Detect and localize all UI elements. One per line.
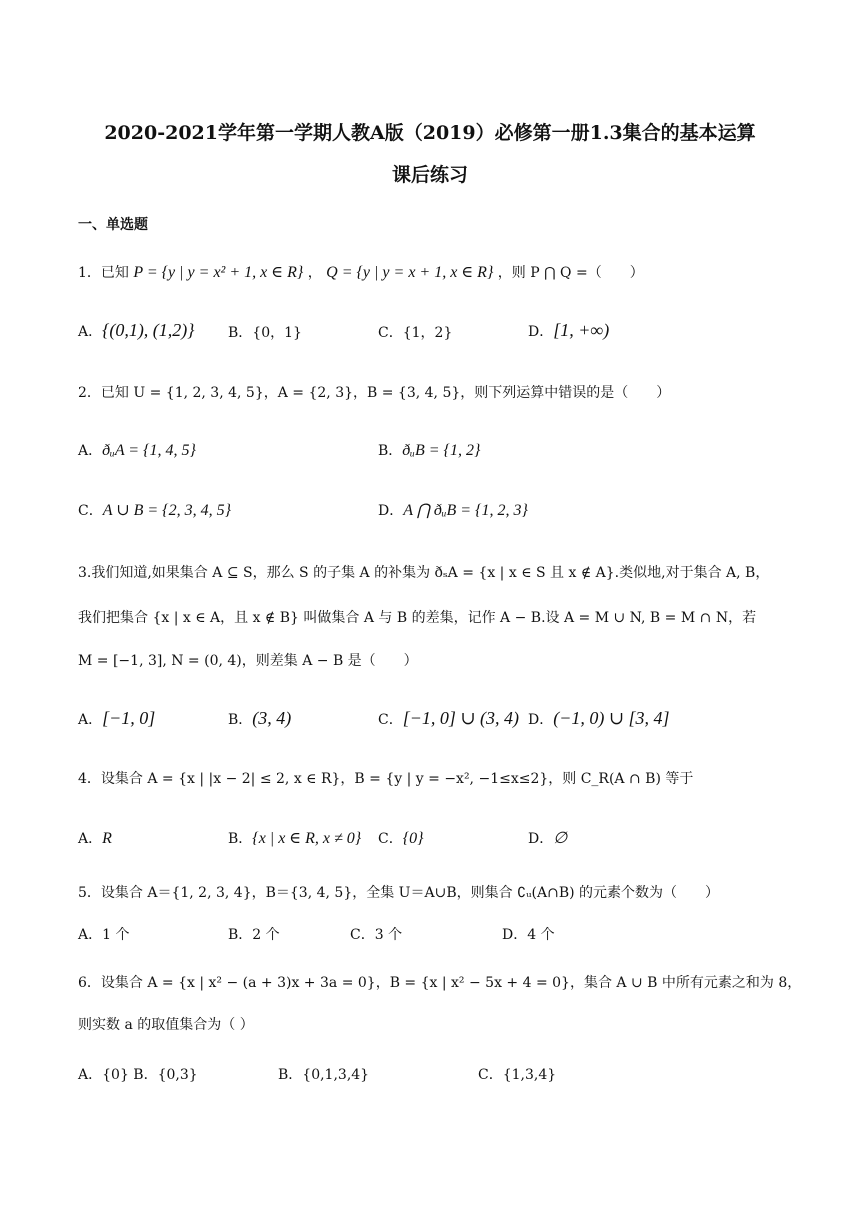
option-label: B．: [228, 712, 253, 728]
q5-option-d: [502, 924, 555, 944]
option-text: 3 个: [374, 927, 403, 943]
q6-option-a: [78, 1064, 198, 1084]
option-label: D．: [378, 503, 404, 519]
option-label: B．: [278, 1067, 303, 1083]
option-label: B．: [228, 831, 253, 847]
section-heading: 一、单选题: [78, 217, 148, 233]
option-text: 1 个: [102, 927, 130, 943]
option-text: {1，2}: [402, 325, 453, 341]
option-text: 2 个: [252, 927, 280, 943]
option-text: {(0,1), (1,2)}: [102, 320, 195, 340]
option-text: A ∪ B = {2, 3, 4, 5}: [102, 502, 231, 519]
option-text: {0,1,3,4}: [302, 1067, 370, 1083]
option-label: B．: [228, 325, 253, 341]
question-3-line3: M = [−1, 3], N = (0, 4)，则差集 A − B 是（ ）: [78, 653, 418, 669]
q4-option-a: [78, 828, 112, 848]
option-label: C．: [478, 1067, 503, 1083]
option-label: A．: [78, 324, 103, 340]
option-label: D．: [528, 712, 554, 728]
option-label: D．: [528, 324, 554, 340]
option-label: C．: [350, 927, 375, 943]
option-text: {0}: [402, 830, 424, 847]
option-label: A．: [78, 443, 103, 459]
option-text: 4 个: [527, 927, 555, 943]
option-label: B．: [228, 927, 253, 943]
option-label: A．: [78, 927, 103, 943]
option-label: A．: [78, 831, 103, 847]
option-text: [1, +∞): [553, 320, 610, 340]
option-label: C．: [78, 503, 103, 519]
option-text: {0，1}: [252, 325, 302, 341]
question-2-stem: 2．已知 U = {1, 2, 3, 4, 5}，A = {2, 3}，B = {3, 4, 5}，则下列运算中错误的是（ ）: [78, 385, 671, 401]
q2-option-a: [78, 440, 196, 460]
option-text: R: [102, 830, 112, 847]
option-label: C．: [378, 325, 403, 341]
q5-option-c: [350, 924, 402, 944]
q5-option-a: [78, 924, 129, 944]
option-text: ðᵤB = {1, 2}: [402, 442, 481, 459]
option-text: [−1, 0]: [102, 708, 156, 728]
option-text: {1,3,4}: [502, 1067, 557, 1083]
q3-option-d: [528, 708, 669, 729]
q1-option-a: [78, 320, 195, 341]
q2-option-c: [78, 500, 231, 520]
option-text: {0} B．{0,3}: [102, 1067, 198, 1083]
question-3-line1: 3.我们知道,如果集合 A ⊆ S，那么 S 的子集 A 的补集为 ðₛA = {x | x ∈ S 且 x ∉ A}.类似地,对于集合 A, B，: [78, 565, 770, 581]
document-title-line1: 2020-2021学年第一学期人教A版（2019）必修第一册1.3集合的基本运算: [104, 122, 756, 144]
option-label: D．: [528, 831, 554, 847]
q6-option-b: [278, 1064, 369, 1084]
option-label: B．: [378, 443, 403, 459]
option-text: {x | x ∈ R, x ≠ 0}: [252, 830, 362, 847]
option-label: C．: [378, 831, 403, 847]
q1-option-d: [528, 320, 609, 341]
q1-set-p: P = {y | y = x² + 1, x ∈ R}: [133, 264, 304, 281]
question-4-stem: 4．设集合 A = {x | |x − 2| ≤ 2, x ∈ R}，B = {y | y = −x², −1≤x≤2}，则 C_R(A ∩ B) 等于: [78, 771, 694, 787]
question-6-line1: 6．设集合 A = {x | x² − (a + 3)x + 3a = 0}，B = {x | x² − 5x + 4 = 0}，集合 A ∪ B 中所有元素之和为 8，: [78, 975, 802, 991]
q1-option-c: [378, 322, 452, 342]
option-text: ðᵤA = {1, 4, 5}: [102, 442, 196, 459]
question-1-stem: [78, 262, 644, 282]
q5-option-b: [228, 924, 280, 944]
q6-option-c: [478, 1064, 556, 1084]
q1-option-b: [228, 322, 302, 342]
option-label: D．: [502, 927, 528, 943]
q2-option-d: [378, 500, 528, 520]
question-5-stem: 5．设集合 A＝{1, 2, 3, 4}，B＝{3, 4, 5}，全集 U＝A∪B，则集合 ∁ᵤ(A∩B) 的元素个数为（ ）: [78, 885, 720, 901]
q3-option-a: [78, 708, 155, 729]
q1-sep: ，: [307, 265, 322, 281]
option-text: [−1, 0] ∪ (3, 4): [402, 708, 519, 728]
q2-option-b: [378, 440, 480, 460]
option-label: C．: [378, 712, 403, 728]
option-text: (−1, 0) ∪ [3, 4]: [553, 708, 670, 728]
q1-prefix: 1．已知: [78, 265, 129, 281]
document-title-line2: 课后练习: [391, 164, 468, 186]
q3-option-c: [378, 708, 519, 729]
q4-option-b: [228, 828, 361, 848]
q4-option-c: [378, 828, 424, 848]
q4-option-d: [528, 828, 567, 848]
option-text: (3, 4): [252, 708, 292, 728]
option-label: A．: [78, 712, 103, 728]
option-text: ∅: [553, 830, 568, 847]
q3-option-b: [228, 708, 291, 729]
question-3-line2: 我们把集合 {x | x ∈ A，且 x ∉ B} 叫做集合 A 与 B 的差集，记作 A − B.设 A = M ∪ N, B = M ∩ N，若: [78, 610, 757, 626]
q1-set-q: Q = {y | y = x + 1, x ∈ R}: [326, 264, 494, 281]
question-6-line2: 则实数 a 的取值集合为（ ）: [78, 1017, 254, 1033]
option-text: A ⋂ ðᵤB = {1, 2, 3}: [403, 502, 528, 519]
option-label: A．: [78, 1067, 103, 1083]
q1-tail: ，则 P ⋂ Q =（ ）: [497, 265, 644, 281]
